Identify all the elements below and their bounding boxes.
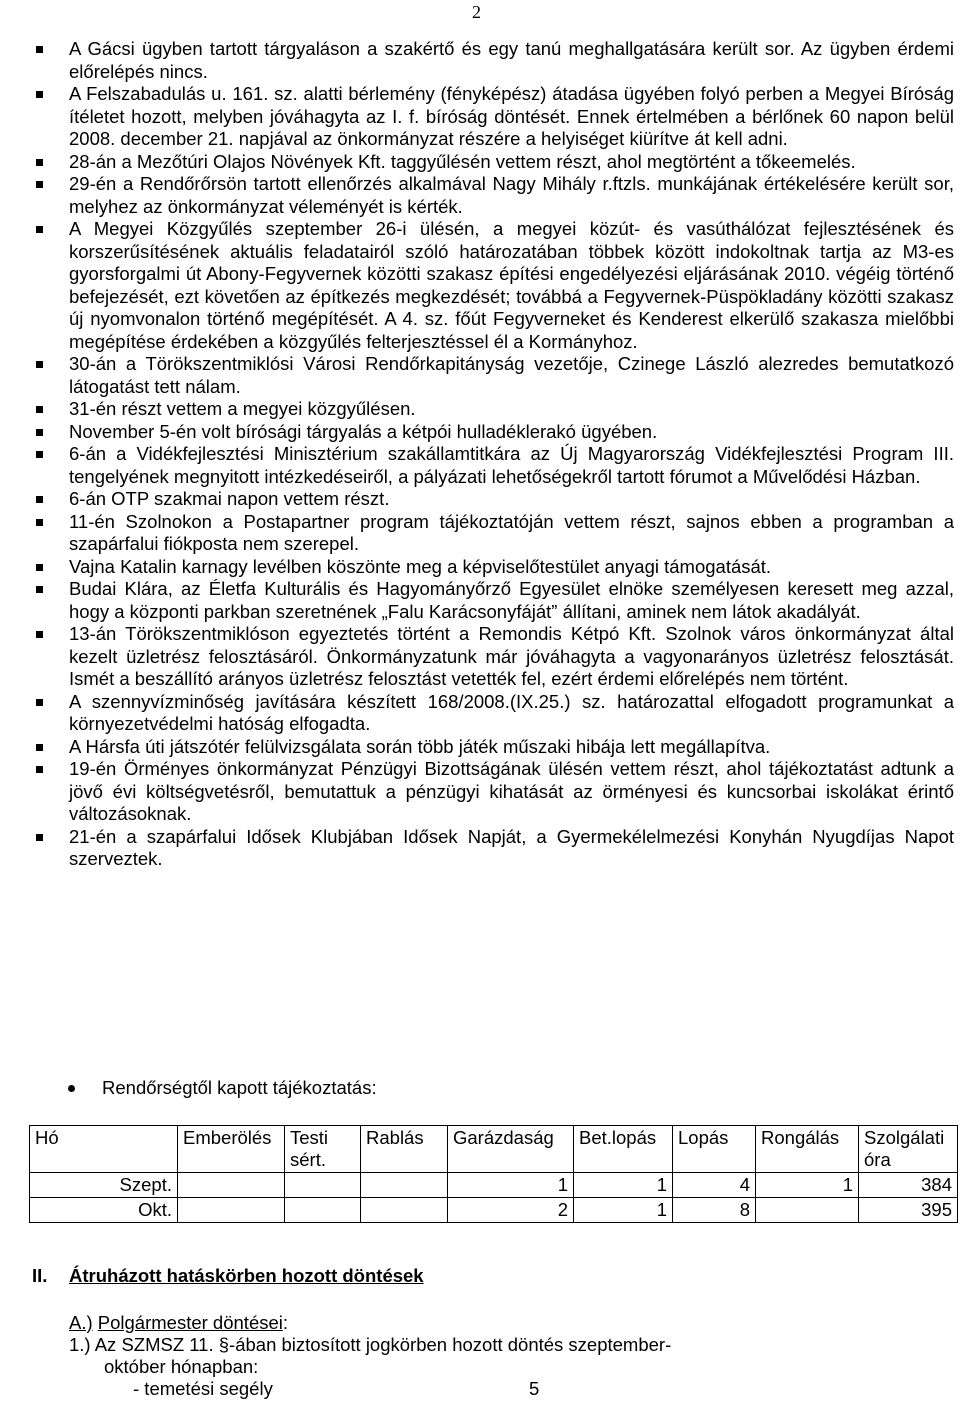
table-header-cell: Emberölés [178,1126,285,1173]
table-cell [285,1198,361,1223]
table-cell [361,1173,448,1198]
section-title: Átruházott hatáskörben hozott döntések [69,1265,424,1286]
list-item: 21-én a szapárfalui Idősek Klubjában Idősek Napját, a Gyermekélelmezési Konyhán Nyugdíjas Napot szerveztek. [32,826,954,871]
police-statistics-table [29,1125,958,1223]
list-item: 6-án a Vidékfejlesztési Minisztérium szakállamtitkára az Új Magyarország Vidékfejlesztési Program III. tengelyének megnyitott intézkedéseiről, a pályázati lehetőségekről tartott fórumot a Művelődési Házban. [32,443,954,488]
square-bullet-icon [36,429,43,436]
decision-item-line: 1.) Az SZMSZ 11. §-ában biztosított jogkörben hozott döntés szeptember- [69,1334,672,1355]
list-item: A Gácsi ügyben tartott tárgyaláson a szakértő és egy tanú meghallgatására került sor. Az ügyben érdemi előrelépés nincs. [32,38,954,83]
square-bullet-icon [36,496,43,503]
list-item: 31-én részt vettem a megyei közgyűlésen. [32,398,954,421]
decision-item-line: október hónapban: [104,1356,259,1377]
square-bullet-icon [36,519,43,526]
round-bullet-icon [68,1085,75,1092]
table-cell: 1 [756,1173,859,1198]
report-bullet-list [32,38,954,871]
square-bullet-icon [36,586,43,593]
table-header-cell: Testi sért. [285,1126,361,1173]
list-item: 6-án OTP szakmai napon vettem részt. [32,488,954,511]
square-bullet-icon [36,361,43,368]
square-bullet-icon [36,564,43,571]
square-bullet-icon [36,699,43,706]
square-bullet-icon [36,159,43,166]
square-bullet-icon [36,91,43,98]
table-cell [178,1198,285,1223]
table-cell: 8 [673,1198,756,1223]
list-item: 29-én a Rendőrőrsön tartott ellenőrzés alkalmával Nagy Mihály r.ftzls. munkájának értékelésére került sor, melyhez az önkormányzat véleményét is kérték. [32,173,954,218]
page-number: 2 [472,2,481,22]
square-bullet-icon [36,834,43,841]
table-cell: 1 [574,1198,673,1223]
list-item: 30-án a Törökszentmiklósi Városi Rendőrkapitányság vezetője, Czinege László alezredes bemutatkozó látogatást tett nálam. [32,353,954,398]
table-cell [178,1173,285,1198]
police-info-heading: Rendőrségtől kapott tájékoztatás: [72,1077,377,1099]
square-bullet-icon [36,226,43,233]
table-cell: 1 [574,1173,673,1198]
list-item: Budai Klára, az Életfa Kulturális és Hagyományőrző Egyesület elnöke személyesen keresett meg azzal, hogy a központi parkban szeretnének „Falu Karácsonyfáját” állítani, aminek nem látok akadályát. [32,578,954,623]
table-cell: 1 [448,1173,574,1198]
subsection-label: A.) [69,1312,93,1333]
table-header-cell: Szolgálati óra [859,1126,958,1173]
table-cell [756,1198,859,1223]
table-header-cell: Lopás [673,1126,756,1173]
list-item: Vajna Katalin karnagy levélben köszönte meg a képviselőtestület anyagi támogatását. [32,556,954,579]
section-number: II. [32,1265,48,1286]
table-row [30,1173,958,1198]
list-item: A Megyei Közgyűlés szeptember 26-i ülésén, a megyei közút- és vasúthálózat fejlesztésének és korszerűsítésének aktuális feladatairól szóló határozatában többek között indokoltnak tartja az M3-es gyorsforgalmi út Abony-Fegyvernek közötti szakasz építési engedélyezési eljárásának 2010. végéig történő befejezését, ezt követően az építkezés megkezdését; továbbá a Fegyvernek-Püspökladány közötti szakasz új nyomvonalon történő megépítését. A 4. sz. főút Fegyverneket és Kenderest elkerülő szakasza mielőbbi megépítése érdekében a közgyűlés felterjesztéssel él a Kormányhoz. [32,218,954,353]
section-heading [32,1265,424,1287]
square-bullet-icon [36,451,43,458]
subsection-heading: A.) Polgármester döntései: [69,1312,289,1333]
table-header-row [30,1126,958,1173]
table-cell: 2 [448,1198,574,1223]
list-item: A Hársfa úti játszótér felülvizsgálata során több játék műszaki hibája lett megállapítva. [32,736,954,759]
table-cell: 4 [673,1173,756,1198]
table-header-cell: Rongálás [756,1126,859,1173]
square-bullet-icon [36,406,43,413]
square-bullet-icon [36,744,43,751]
table-cell: Szept. [30,1173,178,1198]
square-bullet-icon [36,46,43,53]
list-item: A Felszabadulás u. 161. sz. alatti bérlemény (fényképész) átadása ügyében folyó perben a Megyei Bíróság ítéletet hozott, melyben jóváhagyta az I. f. bíróság döntését. Ennek értelmében a bérlőnek 60 napon belül 2008. december 21. napjával az önkormányzat részére a helyiséget kiürítve át kell adni. [32,83,954,151]
table-cell: 384 [859,1173,958,1198]
list-item: A szennyvízminőség javítására készített 168/2008.(IX.25.) sz. határozattal elfogadott programunkat a környezetvédelmi hatóság elfogadta. [32,691,954,736]
decision-item-value: 5 [529,1378,540,1399]
table-header-cell: Garázdaság [448,1126,574,1173]
square-bullet-icon [36,181,43,188]
table-row [30,1198,958,1223]
list-item: 11-én Szolnokon a Postapartner program tájékoztatóján vettem részt, sajnos ebben a programban a szapárfalui fiókposta nem szerepel. [32,511,954,556]
decision-item-label: - temetési segély [133,1378,273,1399]
list-item: 19-én Örményes önkormányzat Pénzügyi Bizottságának ülésén vettem részt, ahol tájékoztatást adtunk a jövő évi költségvetésről, bemutattuk a pénzügyi kihatását az örményesi és kuncsorbai iskolákat érintő változásoknak. [32,758,954,826]
square-bullet-icon [36,631,43,638]
table-cell [361,1198,448,1223]
table-cell: Okt. [30,1198,178,1223]
list-item: November 5-én volt bírósági tárgyalás a kétpói hulladéklerakó ügyében. [32,421,954,444]
table-cell: 395 [859,1198,958,1223]
table-cell [285,1173,361,1198]
table-header-cell: Hó [30,1126,178,1173]
table-header-cell: Rablás [361,1126,448,1173]
list-item: 13-án Törökszentmiklóson egyeztetés történt a Remondis Kétpó Kft. Szolnok város önkormányzat által kezelt üzletrész felosztásáról. Önkormányzatunk már jóváhagyta a vagyonarányos üzletrész felosztását. Ismét a beszállító arányos üzletrész felosztást vetették fel, ezért érdemi előrelépés nem történt. [32,623,954,691]
table-header-cell: Bet.lopás [574,1126,673,1173]
list-item: 28-án a Mezőtúri Olajos Növények Kft. taggyűlésén vettem részt, ahol megtörtént a tőkeemelés. [32,151,954,174]
square-bullet-icon [36,766,43,773]
subsection-title: Polgármester döntései [97,1312,283,1333]
